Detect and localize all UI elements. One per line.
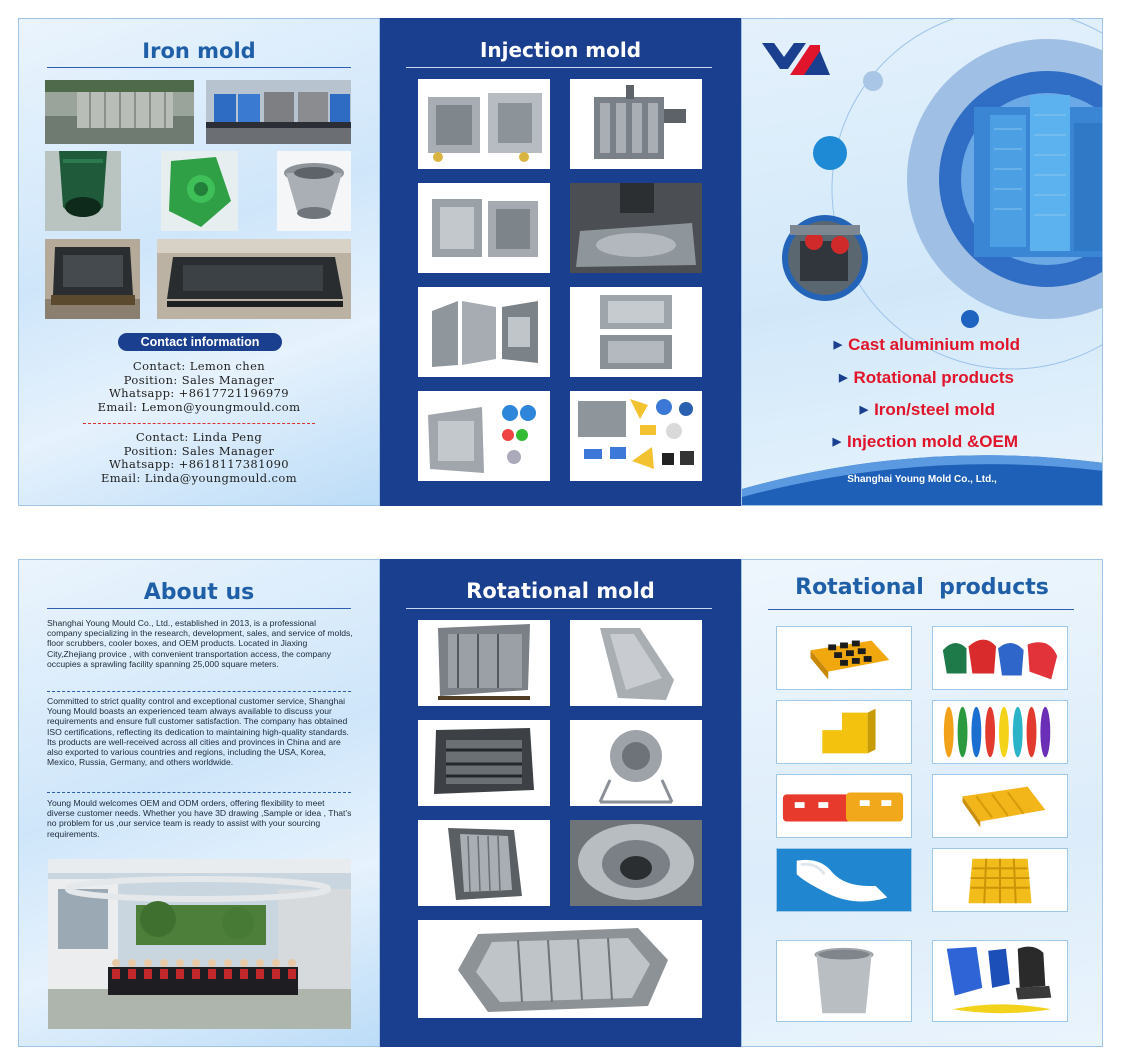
rotomold-photo-3 <box>418 720 550 806</box>
iron-photo-tank <box>45 80 194 144</box>
rotomold-photo-6 <box>570 820 702 906</box>
injection-photo-3 <box>418 183 550 273</box>
cover-company-name: Shanghai Young Mold Co., Ltd., <box>847 474 997 485</box>
injection-photo-7 <box>418 391 550 481</box>
product-step-stool <box>776 700 912 764</box>
iron-photo-steel-shell <box>277 151 351 231</box>
triangle-bullet-icon: ▶ <box>859 404 869 416</box>
contact2-name: Contact: Linda Peng <box>135 430 263 444</box>
injection-mold-panel <box>380 18 741 506</box>
about-paragraph-3: Young Mould welcomes OEM and ODM orders, offering flexibility to meet diverse customer needs. Whether you have 3D drawing ,Sample or idea , That’s no problem for us ,our service team is ready to assist with your sourcing requirements. <box>47 798 352 839</box>
product-blue-parts-seats <box>932 940 1068 1022</box>
iron-mold-title: Iron mold <box>142 39 256 63</box>
contact2-position: Position: Sales Manager <box>123 444 275 458</box>
iron-photo-truck <box>206 80 351 144</box>
rotomold-photo-1 <box>418 620 550 706</box>
cover-bullet-1: ▶ Cast aluminium mold <box>833 335 1020 354</box>
cover-panel <box>741 18 1103 506</box>
injection-photo-1 <box>418 79 550 169</box>
contact2-email[interactable]: Email: Linda@youngmould.com <box>100 471 298 485</box>
about-us-panel <box>18 559 380 1047</box>
rotational-products-panel <box>741 559 1103 1047</box>
product-chairs <box>932 626 1068 690</box>
contact1-position: Position: Sales Manager <box>123 373 275 387</box>
rotomold-photo-5 <box>418 820 550 906</box>
injection-mold-title: Injection mold <box>479 38 642 62</box>
injection-photo-2 <box>570 79 702 169</box>
injection-photo-8 <box>570 391 702 481</box>
about-title-underline <box>47 608 351 609</box>
iron-mold-panel <box>18 18 380 506</box>
triangle-bullet-icon: ▶ <box>833 339 843 351</box>
rotational-products-underline <box>768 609 1074 610</box>
product-pallet-tray <box>776 626 912 690</box>
company-logo <box>760 41 832 77</box>
rotational-mold-title: Rotational mold <box>466 579 655 603</box>
contact1-email[interactable]: Email: Lemon@youngmould.com <box>97 400 301 414</box>
injection-photo-5 <box>418 287 550 377</box>
contact1-name: Contact: Lemon chen <box>132 359 266 373</box>
product-barriers <box>776 774 912 838</box>
triangle-bullet-icon: ▶ <box>832 436 842 448</box>
iron-photo-green-tube <box>45 151 121 231</box>
iron-photo-green-slide <box>161 151 238 231</box>
rotomold-photo-7 <box>418 920 702 1018</box>
injection-photo-4 <box>570 183 702 273</box>
about-paragraph-2: Committed to strict quality control and exceptional customer service, Shanghai Young Mould boasts an experienced team always available to discuss your requirements and ensure full customer satisfaction. The company has obtained ISO certifications, reflecting its dedication to maintaining high-quality standards. Its products are well-received across all cities and provinces in China and are also exported to various countries and regions, including the USA, Korea, Mexico, Russia, Germany, and others worldwide. <box>47 696 349 768</box>
injection-title-underline <box>406 67 712 68</box>
rotational-mold-title-underline <box>406 608 712 609</box>
contact-divider <box>83 423 315 424</box>
product-lounge-float <box>776 848 912 912</box>
rotational-mold-panel <box>380 559 741 1047</box>
rotomold-photo-4 <box>570 720 702 806</box>
about-divider-2 <box>47 792 351 793</box>
injection-photo-6 <box>570 287 702 377</box>
about-us-title: About us <box>143 580 255 605</box>
cover-bullet-3: ▶ Iron/steel mold <box>859 400 995 419</box>
contact1-whatsapp: Whatsapp: +8617721196979 <box>108 386 290 400</box>
iron-title-underline <box>47 67 351 68</box>
triangle-bullet-icon: ▶ <box>838 372 848 384</box>
rotational-products-title: Rotational products <box>795 575 1049 600</box>
about-paragraph-1: Shanghai Young Mould Co., Ltd., established in 2013, is a professional company specializing in the research, development, sales, and service of molds, floor scrubbers, cooler boxes, and OEM products. Located in Jiaxing City,Zhejiang provice , with convenient transportation access, the company occupies a sprawling facility spanning 25,000 square meters. <box>47 618 353 669</box>
iron-photo-black-shell <box>157 239 351 319</box>
about-divider-1 <box>47 691 351 692</box>
team-photo <box>48 859 351 1029</box>
product-yellow-tray <box>932 774 1068 838</box>
cover-bullet-4: ▶ Injection mold &OEM <box>832 432 1018 451</box>
product-crates <box>932 848 1068 912</box>
iron-photo-black-frame <box>45 239 140 319</box>
cover-bullet-2: ▶ Rotational products <box>838 368 1014 387</box>
contact-info-pill: Contact information <box>118 333 282 351</box>
product-trash-bin <box>776 940 912 1022</box>
product-kayaks <box>932 700 1068 764</box>
contact2-whatsapp: Whatsapp: +8618117381090 <box>108 457 290 471</box>
rotomold-photo-2 <box>570 620 702 706</box>
